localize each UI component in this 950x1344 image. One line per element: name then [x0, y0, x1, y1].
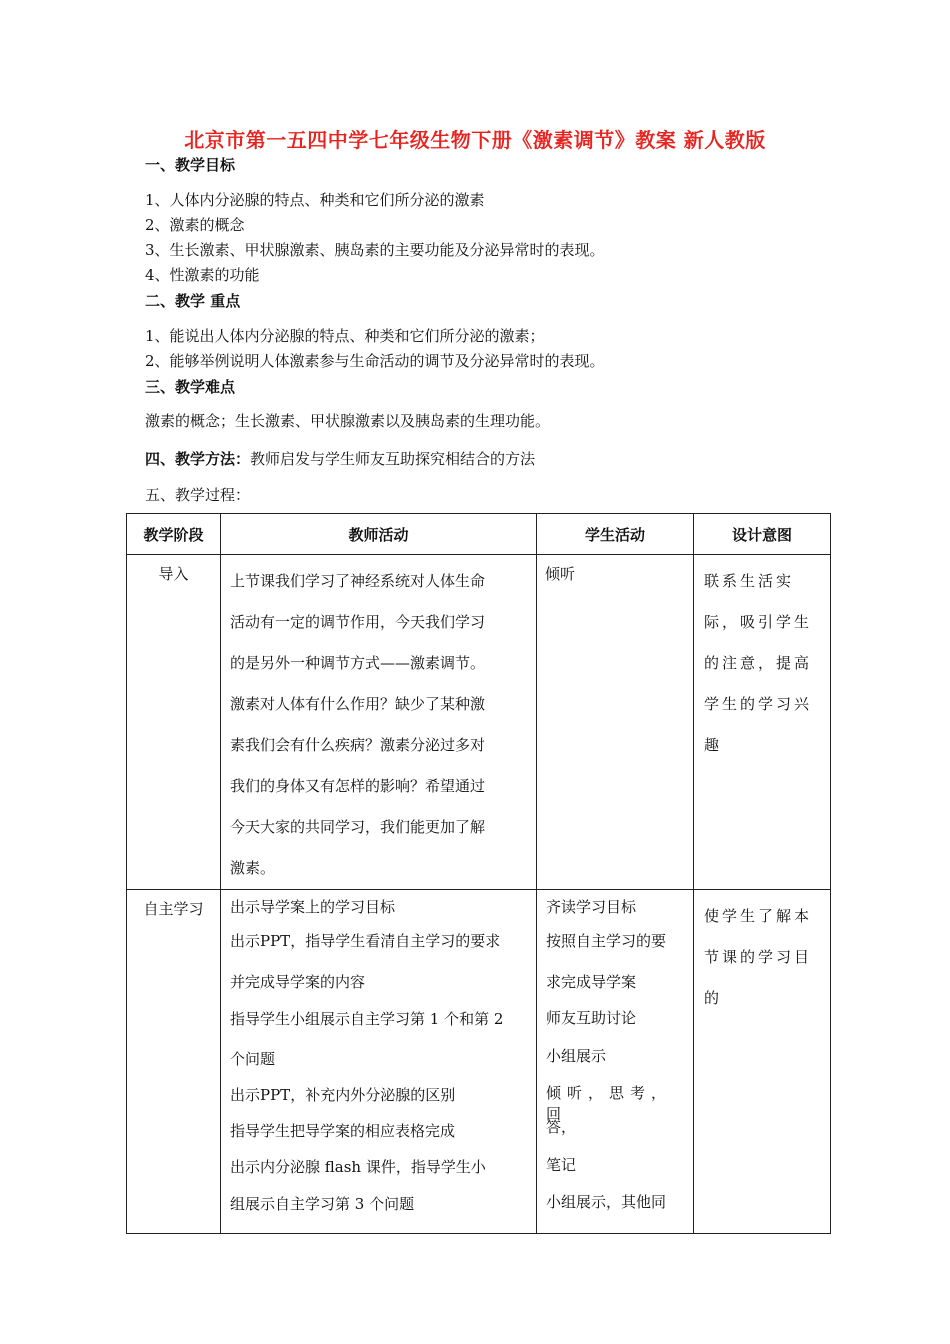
text-line: 激素对人体有什么作用？缺少了某种激 — [230, 695, 486, 713]
text-line: 小组展示 — [546, 1047, 607, 1065]
text-line: 指导学生把导学案的相应表格完成 — [230, 1122, 456, 1140]
section-1-heading: 一、教学目标 — [145, 156, 236, 174]
stage-cell: 导入 — [127, 555, 221, 890]
text-line: 组展示自主学习第 3 个问题 — [230, 1195, 415, 1213]
section-4-heading: 四、教学方法： — [145, 450, 251, 468]
text-line: 出示PPT，指导学生看清自主学习的要求 — [230, 932, 501, 950]
design-intent-cell — [694, 890, 831, 1234]
stage-cell: 自主学习 — [127, 890, 221, 1234]
objective-item: 2、激素的概念 — [145, 216, 245, 234]
text-line: 学生的学习兴 — [704, 695, 813, 713]
text-line: 答， — [546, 1118, 577, 1136]
text-line: 的 — [704, 989, 723, 1007]
method-text: 教师启发与学生师友互助探究相结合的方法 — [250, 450, 536, 468]
document-title: 北京市第一五四中学七年级生物下册《激素调节》教案 新人教版 — [184, 128, 766, 152]
header-stage: 教学阶段 — [127, 514, 221, 555]
header-teacher-activity: 教师活动 — [221, 514, 537, 555]
table-header-row — [127, 514, 831, 555]
text-line: 素我们会有什么疾病？激素分泌过多对 — [230, 736, 486, 754]
text-line: 的注意，提高 — [704, 654, 813, 672]
key-point-item: 1、能说出人体内分泌腺的特点、种类和它们所分泌的激素； — [145, 327, 545, 345]
teaching-process-table — [126, 513, 831, 1234]
objective-item: 4、性激素的功能 — [145, 266, 260, 284]
text-line: 出示内分泌腺 flash 课件，指导学生小 — [230, 1158, 486, 1176]
text-line: 按照自主学习的要 — [546, 932, 667, 950]
key-point-item: 2、能够举例说明人体激素参与生命活动的调节及分泌异常时的表现。 — [145, 352, 605, 370]
section-5-heading: 五、教学过程： — [145, 486, 251, 504]
text-line: 活动有一定的调节作用，今天我们学习 — [230, 613, 486, 631]
header-student-activity: 学生活动 — [537, 514, 694, 555]
objective-item: 1、人体内分泌腺的特点、种类和它们所分泌的激素 — [145, 191, 485, 209]
text-line: 求完成导学案 — [546, 973, 637, 991]
text-line: 指导学生小组展示自主学习第 1 个和第 2 — [230, 1010, 504, 1028]
student-activity-cell — [537, 890, 694, 1234]
text-line: 趣 — [704, 736, 723, 754]
text-line: 个问题 — [230, 1050, 276, 1068]
text-line: 出示PPT，补充内外分泌腺的区别 — [230, 1086, 456, 1104]
section-3-heading: 三、教学难点 — [145, 378, 236, 396]
text-line: 际，吸引学生 — [704, 613, 813, 631]
text-line: 激素。 — [230, 859, 276, 877]
design-intent-cell — [694, 555, 831, 890]
header-design-intent: 设计意图 — [694, 514, 831, 555]
text-line: 联系生活实 — [704, 572, 795, 590]
text-line: 师友互助讨论 — [546, 1009, 637, 1027]
text-line: 笔记 — [546, 1156, 577, 1174]
text-line: 今天大家的共同学习，我们能更加了解 — [230, 818, 486, 836]
table-row — [127, 890, 831, 1234]
text-line: 节课的学习目 — [704, 948, 813, 966]
objective-item: 3、生长激素、甲状腺激素、胰岛素的主要功能及分泌异常时的表现。 — [145, 241, 605, 259]
teacher-activity-cell — [221, 555, 537, 890]
text-line: 小组展示，其他同 — [546, 1193, 667, 1211]
text-line: 出示导学案上的学习目标 — [230, 898, 396, 916]
student-activity-cell: 倾听 — [537, 555, 694, 890]
text-line: 并完成导学案的内容 — [230, 973, 366, 991]
text-line: 上节课我们学习了神经系统对人体生命 — [230, 572, 486, 590]
difficulty-text: 激素的概念；生长激素、甲状腺激素以及胰岛素的生理功能。 — [145, 412, 551, 430]
table-row — [127, 555, 831, 890]
text-line: 的是另外一种调节方式——激素调节。 — [230, 654, 486, 672]
text-line: 倾听，思考，回 — [546, 1084, 673, 1123]
text-line: 使学生了解本 — [704, 907, 813, 925]
section-2-heading: 二、教学 重点 — [145, 292, 241, 310]
text-line: 我们的身体又有怎样的影响？希望通过 — [230, 777, 486, 795]
section-4 — [145, 448, 535, 469]
text-line: 齐读学习目标 — [546, 898, 637, 916]
teacher-activity-cell — [221, 890, 537, 1234]
